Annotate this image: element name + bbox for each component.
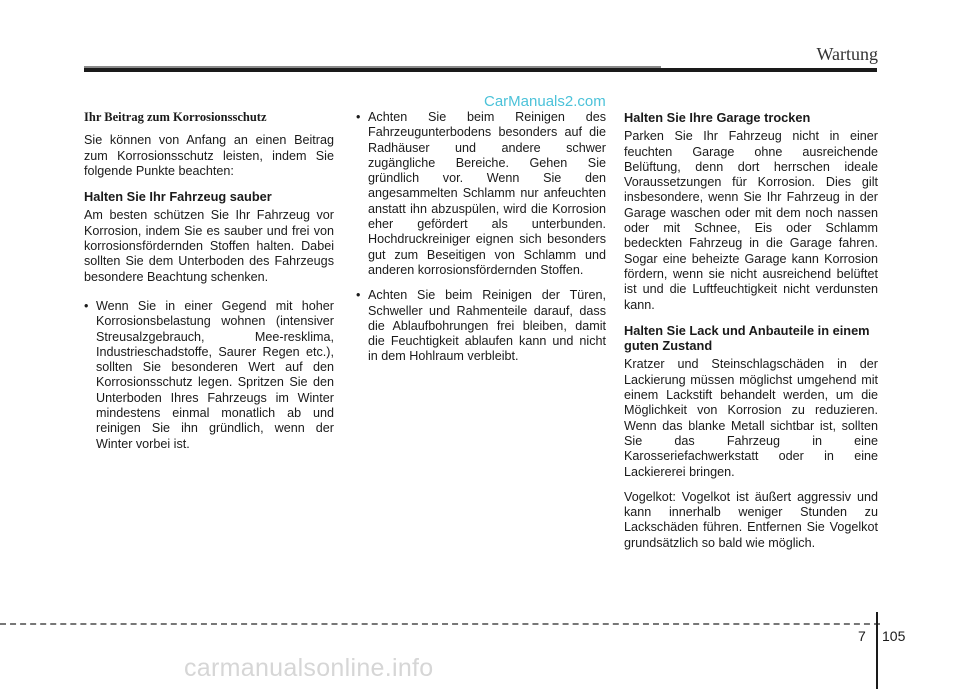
watermark-top: CarManuals2.com	[484, 93, 606, 110]
paragraph-keep-clean: Am besten schützen Sie Ihr Fahrzeug vor Korrosion, indem Sie es sauber und frei von korrosionsfördernden Stoffen halten. Dabei sollten Sie dem Unterboden des Fahrzeugs besondere Beachtung schenken.	[84, 208, 334, 284]
footer-divider	[0, 623, 880, 625]
bullet-item	[356, 110, 606, 278]
bullet-item	[84, 299, 334, 452]
bullet-text: Wenn Sie in einer Gegend mit hoher Korrosionsbelastung wohnen (intensiver Streusalzgebrauch, Mee-resklima, Industrieschadstoffe, Saurer Regen etc.), sollten Sie besonderen Wert auf den Korrosionsschutz legen. Spritzen Sie den Unterboden Ihres Fahrzeugs im Winter mindestens einmal monatlich ab und reinigen Sie ihn gründlich, wenn der Winter vorbei ist.	[96, 298, 334, 451]
subheading-garage: Halten Sie Ihre Garage trocken	[624, 110, 811, 125]
column-3	[624, 110, 878, 561]
section-title: Wartung	[816, 44, 878, 64]
column-2	[356, 110, 606, 375]
paragraph-bird-droppings: Vogelkot: Vogelkot ist äußert aggressiv und kann innerhalb weniger Stunden zu Lackschäden führen. Entfernen Sie Vogelkot grundsätzlich so bald wie möglich.	[624, 489, 878, 550]
header-rule	[84, 68, 877, 72]
bullet-text: Achten Sie beim Reinigen des Fahrzeugunterbodens besonders auf die Radhäuser und andere schwer zugängliche Bereiche. Gehen Sie gründlich vor. Wenn Sie den angesammelten Schlamm nur anfeuchten anstatt ihn abzuspülen, wird die Korrosion eher gefördert als unterbunden. Hochdruckreiniger eignen sich besonders gut zum Beseitigen von Schlamm und anderen korrosionsfördernden Stoffen.	[368, 110, 606, 277]
column-1	[84, 110, 334, 462]
page-number-divider	[876, 612, 878, 689]
subheading-paint: Halten Sie Lack und Anbauteile in einem guten Zustand	[624, 322, 870, 354]
watermark-bottom: carmanualsonline.info	[184, 654, 434, 682]
bullet-icon: •	[84, 298, 89, 313]
bullet-item	[356, 288, 606, 364]
subheading-keep-clean: Halten Sie Ihr Fahrzeug sauber	[84, 189, 272, 205]
intro-paragraph: Sie können von Anfang an einen Beitrag zum Korrosionsschutz leisten, indem Sie folgende Punkte beachten:	[84, 133, 334, 178]
section-heading: Ihr Beitrag zum Korrosionsschutz	[84, 110, 267, 124]
bullet-icon: •	[356, 288, 361, 303]
bullet-text: Achten Sie beim Reinigen der Türen, Schweller und Rahmenteile darauf, dass die Ablaufbohrungen frei bleiben, damit die Feuchtigkeit ablaufen kann und nicht in dem Hohlraum verbleibt.	[368, 288, 606, 364]
chapter-number: 7	[858, 628, 866, 644]
paragraph-garage: Parken Sie Ihr Fahrzeug nicht in einer feuchten Garage ohne ausreichende Belüftung, denn dort herrschen ideale Voraussetzungen für Korrosion. Dies gilt insbesondere, wenn Sie Ihr Fahrzeug in der Garage waschen oder mit dem noch nassen oder mit Schnee, Eis oder Schlamm bedeckten Fahrzeug in die Garage fahren. Sogar eine beheizte Garage kann Korrosion fördern, wenn sie nicht ausreichend belüftet ist und die Luftfeuchtigkeit nicht verdunsten kann.	[624, 129, 878, 312]
bullet-icon: •	[356, 110, 361, 124]
page-number: 105	[882, 628, 906, 644]
paragraph-paint: Kratzer und Steinschlagschäden in der Lackierung müssen möglichst umgehend mit einem Lackstift behandelt werden, um die Möglichkeit von Korrosion zu reduzieren. Wenn das blanke Metall sichtbar ist, sollten Sie das Fahrzeug in eine Karosseriefachwerkstatt oder in eine Lackiererei bringen.	[624, 357, 878, 479]
